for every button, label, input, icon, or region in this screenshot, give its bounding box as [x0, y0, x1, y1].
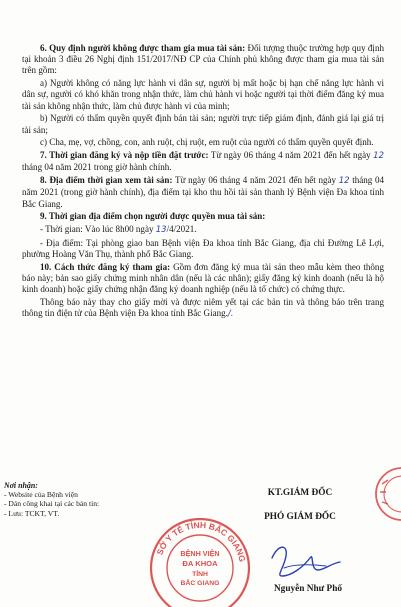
section-9-time: - Thời gian: Vào lúc 8h00 ngày 13/4/2021. [40, 224, 197, 236]
recipient-item: - Lưu: TCKT, VT. [4, 508, 60, 518]
edge-seal-icon [366, 462, 401, 524]
section-6c: c) Cha, mẹ, vợ, chồng, con, anh ruột, chị ruột, em ruột của người có thẩm quyền quyết định. [40, 137, 374, 148]
signer-title: KT.GIÁM ĐỐC [267, 488, 333, 498]
seal-center-line: BỆNH VIỆN [180, 549, 220, 558]
recipient-item: - Dán công khai tại các bản tin: [4, 499, 100, 509]
notice-body [22, 43, 384, 322]
signer-position: PHÓ GIÁM ĐỐC [264, 512, 336, 522]
handwritten-date-9: 13 [155, 225, 167, 236]
section-8: 8. Địa điểm thời gian xem tài sản: Từ ngày 06 tháng 4 năm 2021 đến hết ngày 12 tháng 04 năm 2021 (trong giờ hành chính), địa điểm tại kho thu hồi tài sản thanh lý Bệnh viện Đa khoa tỉnh Bắc Giang. [22, 175, 385, 209]
handwritten-date-7: 12 [373, 151, 384, 162]
closing-paragraph: Thông báo này thay cho giấy mời và được niêm yết tại các bản tin và thông báo trên trang thông tin điện tử của Bệnh viện Đa khoa tỉnh Bắc Giang./. [22, 297, 384, 320]
section-10: 10. Cách thức đăng ký tham gia: Gồm đơn đăng ký mua tài sản theo mẫu kèm theo thông báo này; bản sao giấy chứng minh nhân dân (nếu là các nhân); giấy đăng ký kinh doanh (nếu là hộ kinh doanh) hoặc giấy chứng nhận đăng ký doanh nghiệp (nếu là tổ chức) có chứng thực. [22, 262, 384, 295]
section-6b: b) Người có thẩm quyền quyết định bán tài sản; người trực tiếp giám định, đánh giá lại giá trị tài sản; [22, 113, 384, 135]
section-9: 9. Thời gian địa điểm chọn người được quyền mua tài sản: [40, 211, 266, 222]
seal-center-line: ĐA KHOA [182, 559, 218, 568]
section-9-place: - Địa điểm: Tại phòng giao ban Bệnh viện Đa khoa tỉnh Bắc Giang, địa chỉ Đường Lê Lợi, phường Hoàng Văn Thụ, thành phố Bắc Giang. [22, 238, 384, 260]
recipients-block [4, 481, 164, 518]
seal-center-line: BẮC GIANG [180, 580, 220, 587]
handwritten-date-8: 12 [338, 176, 350, 187]
handwritten-signature-icon [264, 540, 344, 582]
seal-ring-text: SỞ Y TẾ TỈNH BẮC GIANG [154, 519, 248, 563]
recipients-title: Nơi nhận: [4, 481, 38, 490]
section-7: 7. Thời gian đăng ký và nộp tiền đặt trước: Từ ngày 06 tháng 4 năm 2021 đến hết ngày 12 tháng 04 năm 2021 trong giờ hành chính. [22, 150, 384, 173]
signer-name: Nguyễn Như Phổ [273, 584, 343, 594]
section-6a: a) Người không có năng lực hành vi dân sự, người bị mất hoặc bị hạn chế năng lực hành vi dân sự, người có khó khăn trong nhận thức, làm chủ hành vi hoặc người tại thời điểm đăng ký mua tài sản không nhận thức, làm chủ được hành vi của mình; [22, 78, 384, 111]
recipient-item: - Website của Bệnh viện [4, 490, 78, 500]
section-6: 6. Quy định người không được tham gia mua tài sản: Đối tượng thuộc trường hợp quy định tại khoản 3 điều 26 Nghị định 151/2017/NĐ CP của Chính phủ không được tham gia mua tài sản trên gồm: [22, 43, 384, 76]
seal-center-line: TỈNH [192, 571, 208, 578]
handwritten-mark: /. [227, 309, 234, 320]
